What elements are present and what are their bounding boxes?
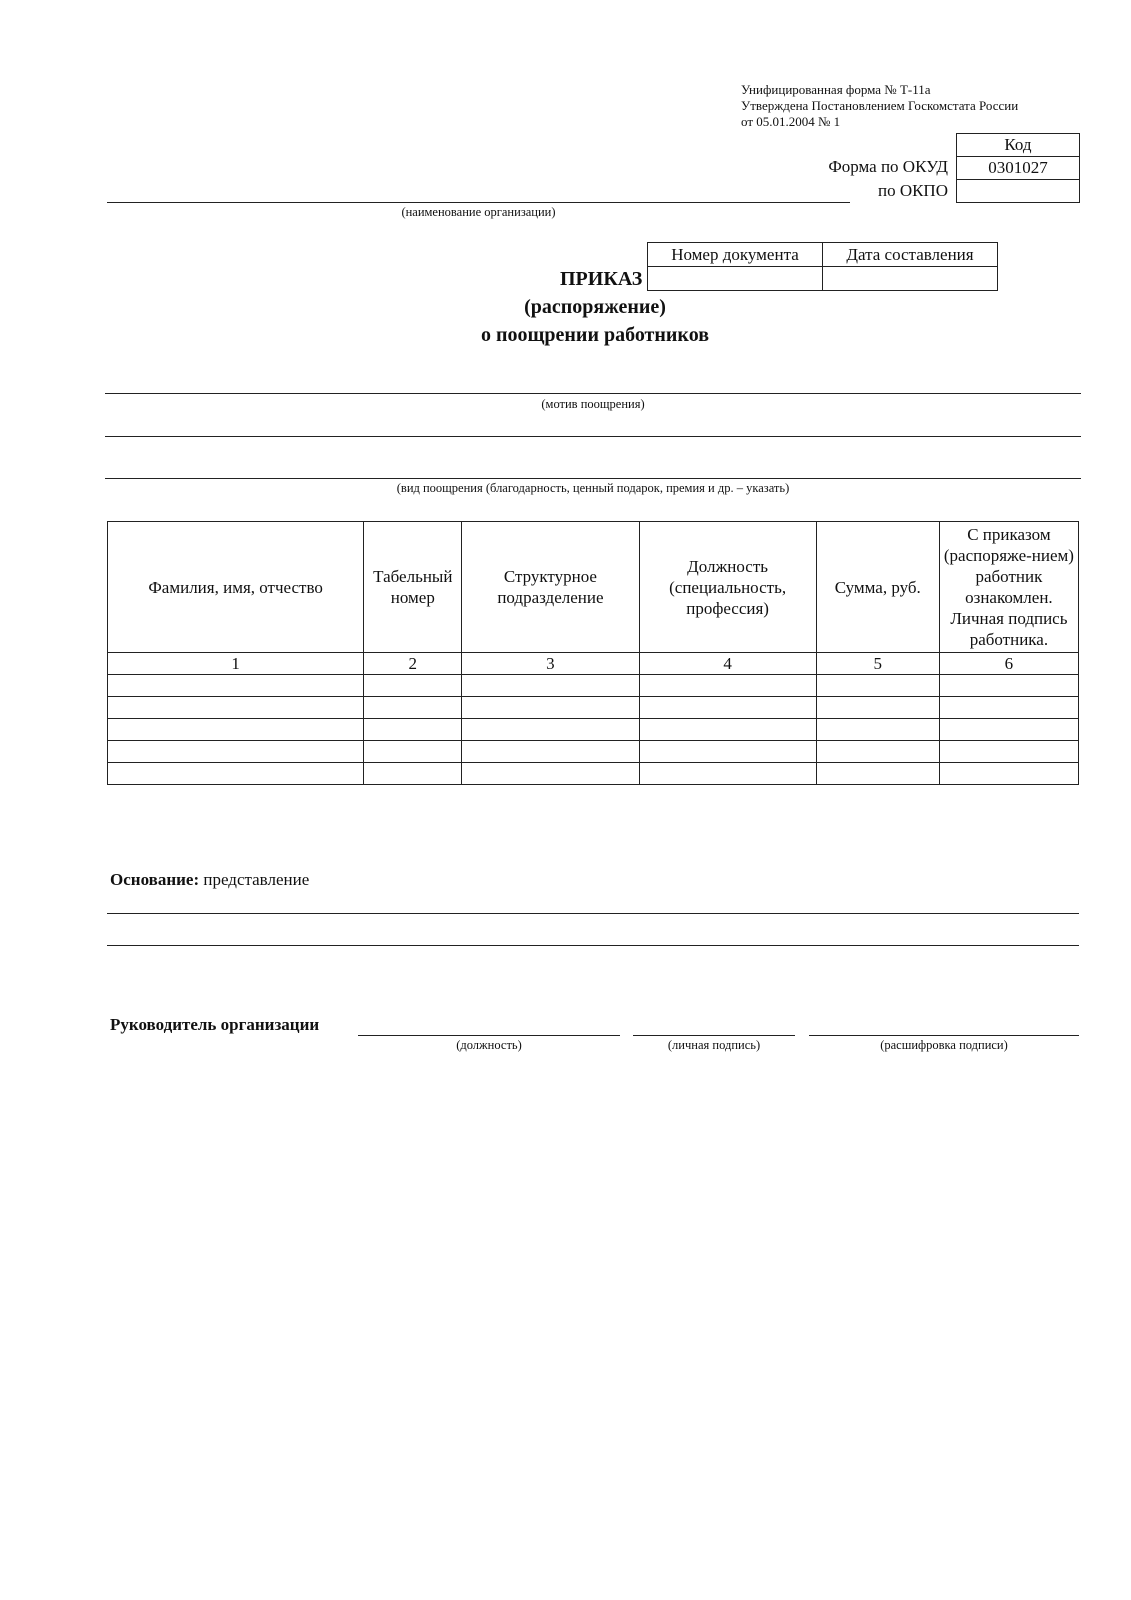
employees-table (107, 521, 1079, 785)
header-full-name: Фамилия, имя, отчество (108, 522, 364, 653)
document-date-field[interactable] (823, 267, 998, 291)
table-cell[interactable] (816, 697, 939, 719)
table-cell[interactable] (108, 719, 364, 741)
table-cell[interactable] (816, 741, 939, 763)
table-cell[interactable] (462, 741, 639, 763)
column-number: 3 (462, 653, 639, 675)
okud-value[interactable]: 0301027 (957, 157, 1080, 180)
head-of-organization-label: Руководитель организации (110, 1015, 320, 1034)
signature-line[interactable] (633, 1035, 795, 1036)
header-acknowledgement: С приказом (распоряже-нием) работник ознакомлен. Личная подпись работника. (939, 522, 1078, 653)
table-cell[interactable] (639, 719, 816, 741)
table-cell[interactable] (108, 763, 364, 785)
table-cell[interactable] (462, 719, 639, 741)
table-cell[interactable] (939, 675, 1078, 697)
table-cell[interactable] (639, 675, 816, 697)
table-cell[interactable] (364, 675, 462, 697)
form-header (741, 82, 1101, 130)
document-date-header: Дата составления (823, 243, 998, 267)
okpo-label: по ОКПО (877, 181, 948, 200)
position-caption: (должность) (456, 1038, 522, 1052)
table-cell[interactable] (462, 697, 639, 719)
approved-by: Утверждена Постановлением Госкомстата России (741, 98, 1019, 113)
approved-date: от 05.01.2004 № 1 (741, 114, 841, 129)
table-cell[interactable] (816, 763, 939, 785)
table-cell[interactable] (639, 763, 816, 785)
table-row (108, 719, 1079, 741)
header-personnel-number: Табельный номер (364, 522, 462, 653)
table-cell[interactable] (364, 719, 462, 741)
table-cell[interactable] (939, 741, 1078, 763)
okud-label: Форма по ОКУД (828, 157, 948, 176)
table-row (108, 741, 1079, 763)
table-row (108, 697, 1079, 719)
form-name: Унифицированная форма № Т-11а (741, 82, 931, 97)
okpo-value[interactable] (957, 180, 1080, 203)
table-cell[interactable] (364, 741, 462, 763)
basis-text: представление (203, 870, 310, 889)
table-cell[interactable] (939, 719, 1078, 741)
table-cell[interactable] (364, 697, 462, 719)
table-cell[interactable] (108, 741, 364, 763)
table-cell[interactable] (462, 763, 639, 785)
document-subtitle-1: (распоряжение) (524, 296, 666, 318)
basis-line-1[interactable] (107, 913, 1079, 914)
table-cell[interactable] (108, 675, 364, 697)
decoding-caption: (расшифровка подписи) (880, 1038, 1008, 1052)
decoding-line[interactable] (809, 1035, 1079, 1036)
table-row (108, 675, 1079, 697)
table-cell[interactable] (939, 763, 1078, 785)
kind-caption: (вид поощрения (благодарность, ценный подарок, премия и др. – указать) (396, 481, 790, 495)
motive-line[interactable] (105, 393, 1081, 394)
kind-line[interactable] (105, 478, 1081, 479)
table-cell[interactable] (816, 719, 939, 741)
table-cell[interactable] (108, 697, 364, 719)
motive-line-2[interactable] (105, 436, 1081, 437)
basis (110, 870, 309, 890)
table-row (108, 763, 1079, 785)
table-cell[interactable] (364, 763, 462, 785)
document-number-header: Номер документа (648, 243, 823, 267)
column-number: 4 (639, 653, 816, 675)
column-number: 6 (939, 653, 1078, 675)
organization-caption: (наименование организации) (401, 205, 556, 219)
header-position: Должность (специальность, профессия) (639, 522, 816, 653)
organization-name-line[interactable] (107, 202, 850, 203)
basis-line-2[interactable] (107, 945, 1079, 946)
table-cell[interactable] (639, 697, 816, 719)
code-table (956, 133, 1080, 203)
signature-caption: (личная подпись) (667, 1038, 761, 1052)
column-number: 1 (108, 653, 364, 675)
motive-caption: (мотив поощрения) (541, 397, 645, 411)
table-cell[interactable] (462, 675, 639, 697)
table-cell[interactable] (639, 741, 816, 763)
document-title: ПРИКАЗ (560, 268, 643, 290)
code-header: Код (957, 134, 1080, 157)
header-department: Структурное подразделение (462, 522, 639, 653)
document-subtitle-2: о поощрении работников (480, 324, 709, 346)
column-number: 2 (364, 653, 462, 675)
position-line[interactable] (358, 1035, 620, 1036)
basis-label: Основание: (110, 870, 200, 889)
column-number: 5 (816, 653, 939, 675)
document-table (647, 242, 998, 291)
table-cell[interactable] (939, 697, 1078, 719)
table-cell[interactable] (816, 675, 939, 697)
header-amount: Сумма, руб. (816, 522, 939, 653)
document-number-field[interactable] (648, 267, 823, 291)
column-numbers-row (108, 653, 1079, 675)
